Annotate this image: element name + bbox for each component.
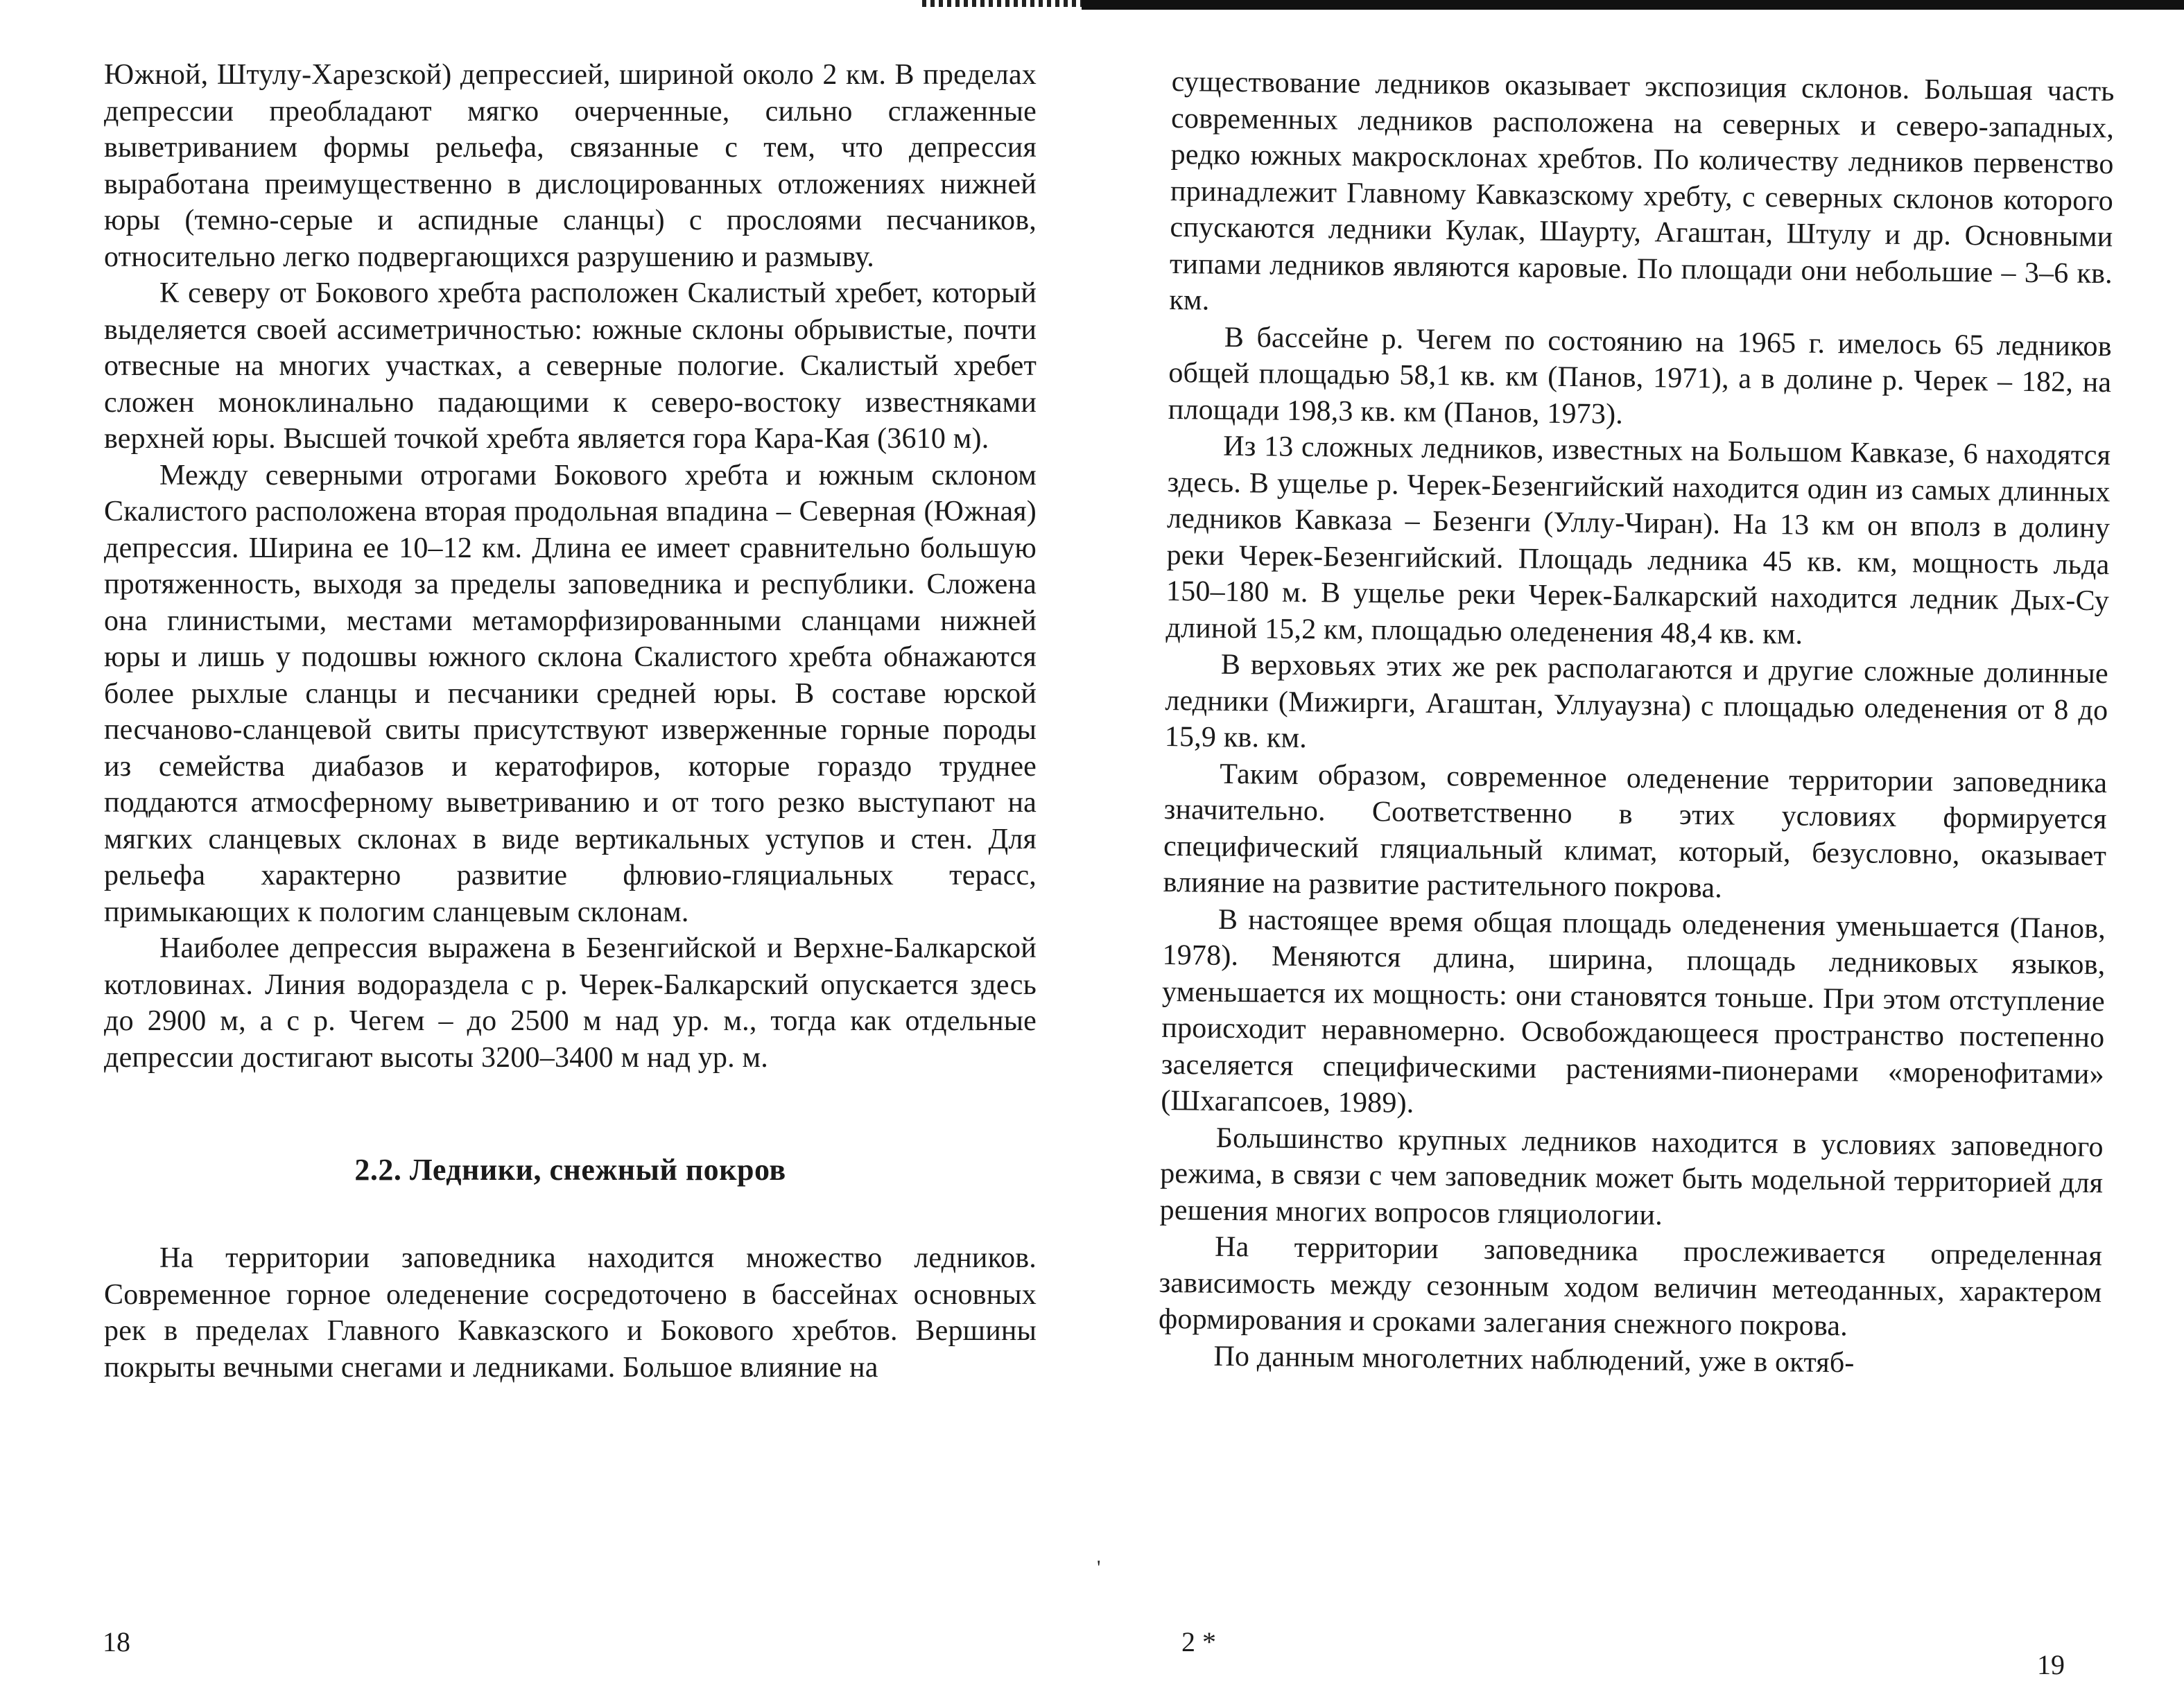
section-heading: 2.2. Ледники, снежный покров xyxy=(354,1153,786,1187)
paragraph: В верховьях этих же рек располагаются и другие сложные долинные ледники (Мижирги, Агаштан, Уллуаузна) с площадью оледенения от 8 до 15,9 кв. км. xyxy=(1164,648,2109,755)
paragraph: На территории заповедника прослеживается определенная зависимость между сезонным ходом величин метеоданных, характером формирования и сроками залегания снежного покрова. xyxy=(1158,1230,2103,1343)
paragraph: существование ледников оказывает экспозиция склонов. Большая часть современных ледников расположена на северных и северо-западных, редко южных макросклонах хребтов. По количеству ледников первенство принадлежит Главному Кавказскому хребту, с северных склонов которого спускаются ледники Кулак, Шаурту, Агаштан, Штулу и др. Основными типами ледников являются каровые. По площади они небольшие – 3–6 кв. км. xyxy=(1169,65,2115,317)
page-number-left: 18 xyxy=(103,1626,130,1657)
scan-edge-shadow xyxy=(1082,0,2184,10)
paragraph: Между северными отрогами Бокового хребта и южным склоном Скалистого расположена вторая продольная впадина – Северная (Южная) депрессия. Ширина ее 10–12 км. Длина ее имеет сравнительно большую протяженность, выходя за пределы заповедника и республики. Сложена она глинистыми, местами метаморфизированными сланцами нижней юры и лишь у подошвы южного склона Скалистого хребта обнажаются более рыхлые сланцы и песчаники средней юры. В составе юрской песчаново-сланцевой свиты присутствуют изверженные горные породы из семейства диабазов и кератофиров, которые гораздо труднее поддаются атмосферному выветриванию и от того резко выступают на мягких сланцевых склонах в виде вертикальных уступов и стен. Для рельефа характерно развитие флювио-гляциальных терасс, примыкающих к пологим сланцевым склонам. xyxy=(104,459,1037,928)
scan-edge-dots xyxy=(922,0,1082,7)
left-page xyxy=(104,57,1037,1386)
paragraph: В настоящее время общая площадь оледенения уменьшается (Панов, 1978). Меняются длина, ширина, площадь ледниковых языков, уменьшается их мощность: они становятся тоньше. При этом отступление происходит неравномерно. Освобождающееся пространство постепенно заселяется специфическими растениями-пионерами «моренофитами» (Шхагапсоев, 1989). xyxy=(1161,903,2106,1120)
paragraph: К северу от Бокового хребта расположен Скалистый хребет, который выделяется своей ассиметричностью: южные склоны обрывистые, почти отвесные на многих участках, а северные пологие. Скалистый хребет сложен моноклинально падающими к северо-востоку известняками верхней юры. Высшей точкой хребта является гора Кара-Кая (3610 м). xyxy=(104,277,1037,455)
signature-mark: 2 * xyxy=(1181,1626,1216,1657)
paragraph: Большинство крупных ледников находится в условиях заповедного режима, в связи с чем заповедник может быть модельной территорией для решения многих вопросов гляциологии. xyxy=(1159,1122,2104,1232)
paragraph: Южной, Штулу-Харезской) депрессией, шириной около 2 км. В пределах депрессии преобладают мягко очерченные, сильно сглаженные выветриванием формы рельефа, связанные с тем, что депрессия выработана преимущественно в дислоцированных отложениях нижней юры (темно-серые и аспидные сланцы) с прослоями песчаников, относительно легко подвергающихся разрушению и размыву. xyxy=(104,59,1037,273)
paragraph: Таким образом, современное оледенение территории заповедника значительно. Соответственно в этих условиях формируется специфический гляциальный климат, который, безусловно, оказывает влияние на развитие растительного покрова. xyxy=(1163,758,2108,905)
paragraph: По данным многолетних наблюдений, уже в октяб- xyxy=(1213,1340,1855,1379)
paragraph: Наиболее депрессия выражена в Безенгийской и Верхне-Балкарской котловинах. Линия водораздела с р. Черек-Балкарский опускается здесь до 2900 м, а с р. Чегем – до 2500 м над ур. м., тогда как отдельные депрессии достигают высоты 3200–3400 м над ур. м. xyxy=(104,932,1037,1074)
paragraph: Из 13 сложных ледников, известных на Большом Кавказе, 6 находятся здесь. В ущелье р. Черек-Безенгийский находится один из самых длинных ледников Кавказа – Безенги (Уллу-Чиран). На 13 км он вполз в долину реки Черек-Безенгийский. Площадь ледника 45 кв. км, мощность льда 150–180 м. В ущелье реки Черек-Балкарский находится ледник Дых-Су длиной 15,2 км, площадью оледенения 48,4 кв. км. xyxy=(1165,430,2111,651)
paragraph: В бассейне р. Чегем по состоянию на 1965 г. имелось 65 ледников общей площадью 58,1 кв. км (Панов, 1971), а в долине р. Черек – 182, на площади 198,3 кв. км (Панов, 1973). xyxy=(1168,321,2113,430)
paragraph: На территории заповедника находится множество ледников. Современное горное оледенение сосредоточено в бассейнах основных рек в пределах Главного Кавказского и Бокового хребтов. Вершины покрыты вечными снегами и ледниками. Большое влияние на xyxy=(104,1242,1037,1384)
right-page xyxy=(1158,64,2115,1384)
page-number-right: 19 xyxy=(2037,1649,2065,1680)
scan-speck: ' xyxy=(1097,1556,1101,1579)
